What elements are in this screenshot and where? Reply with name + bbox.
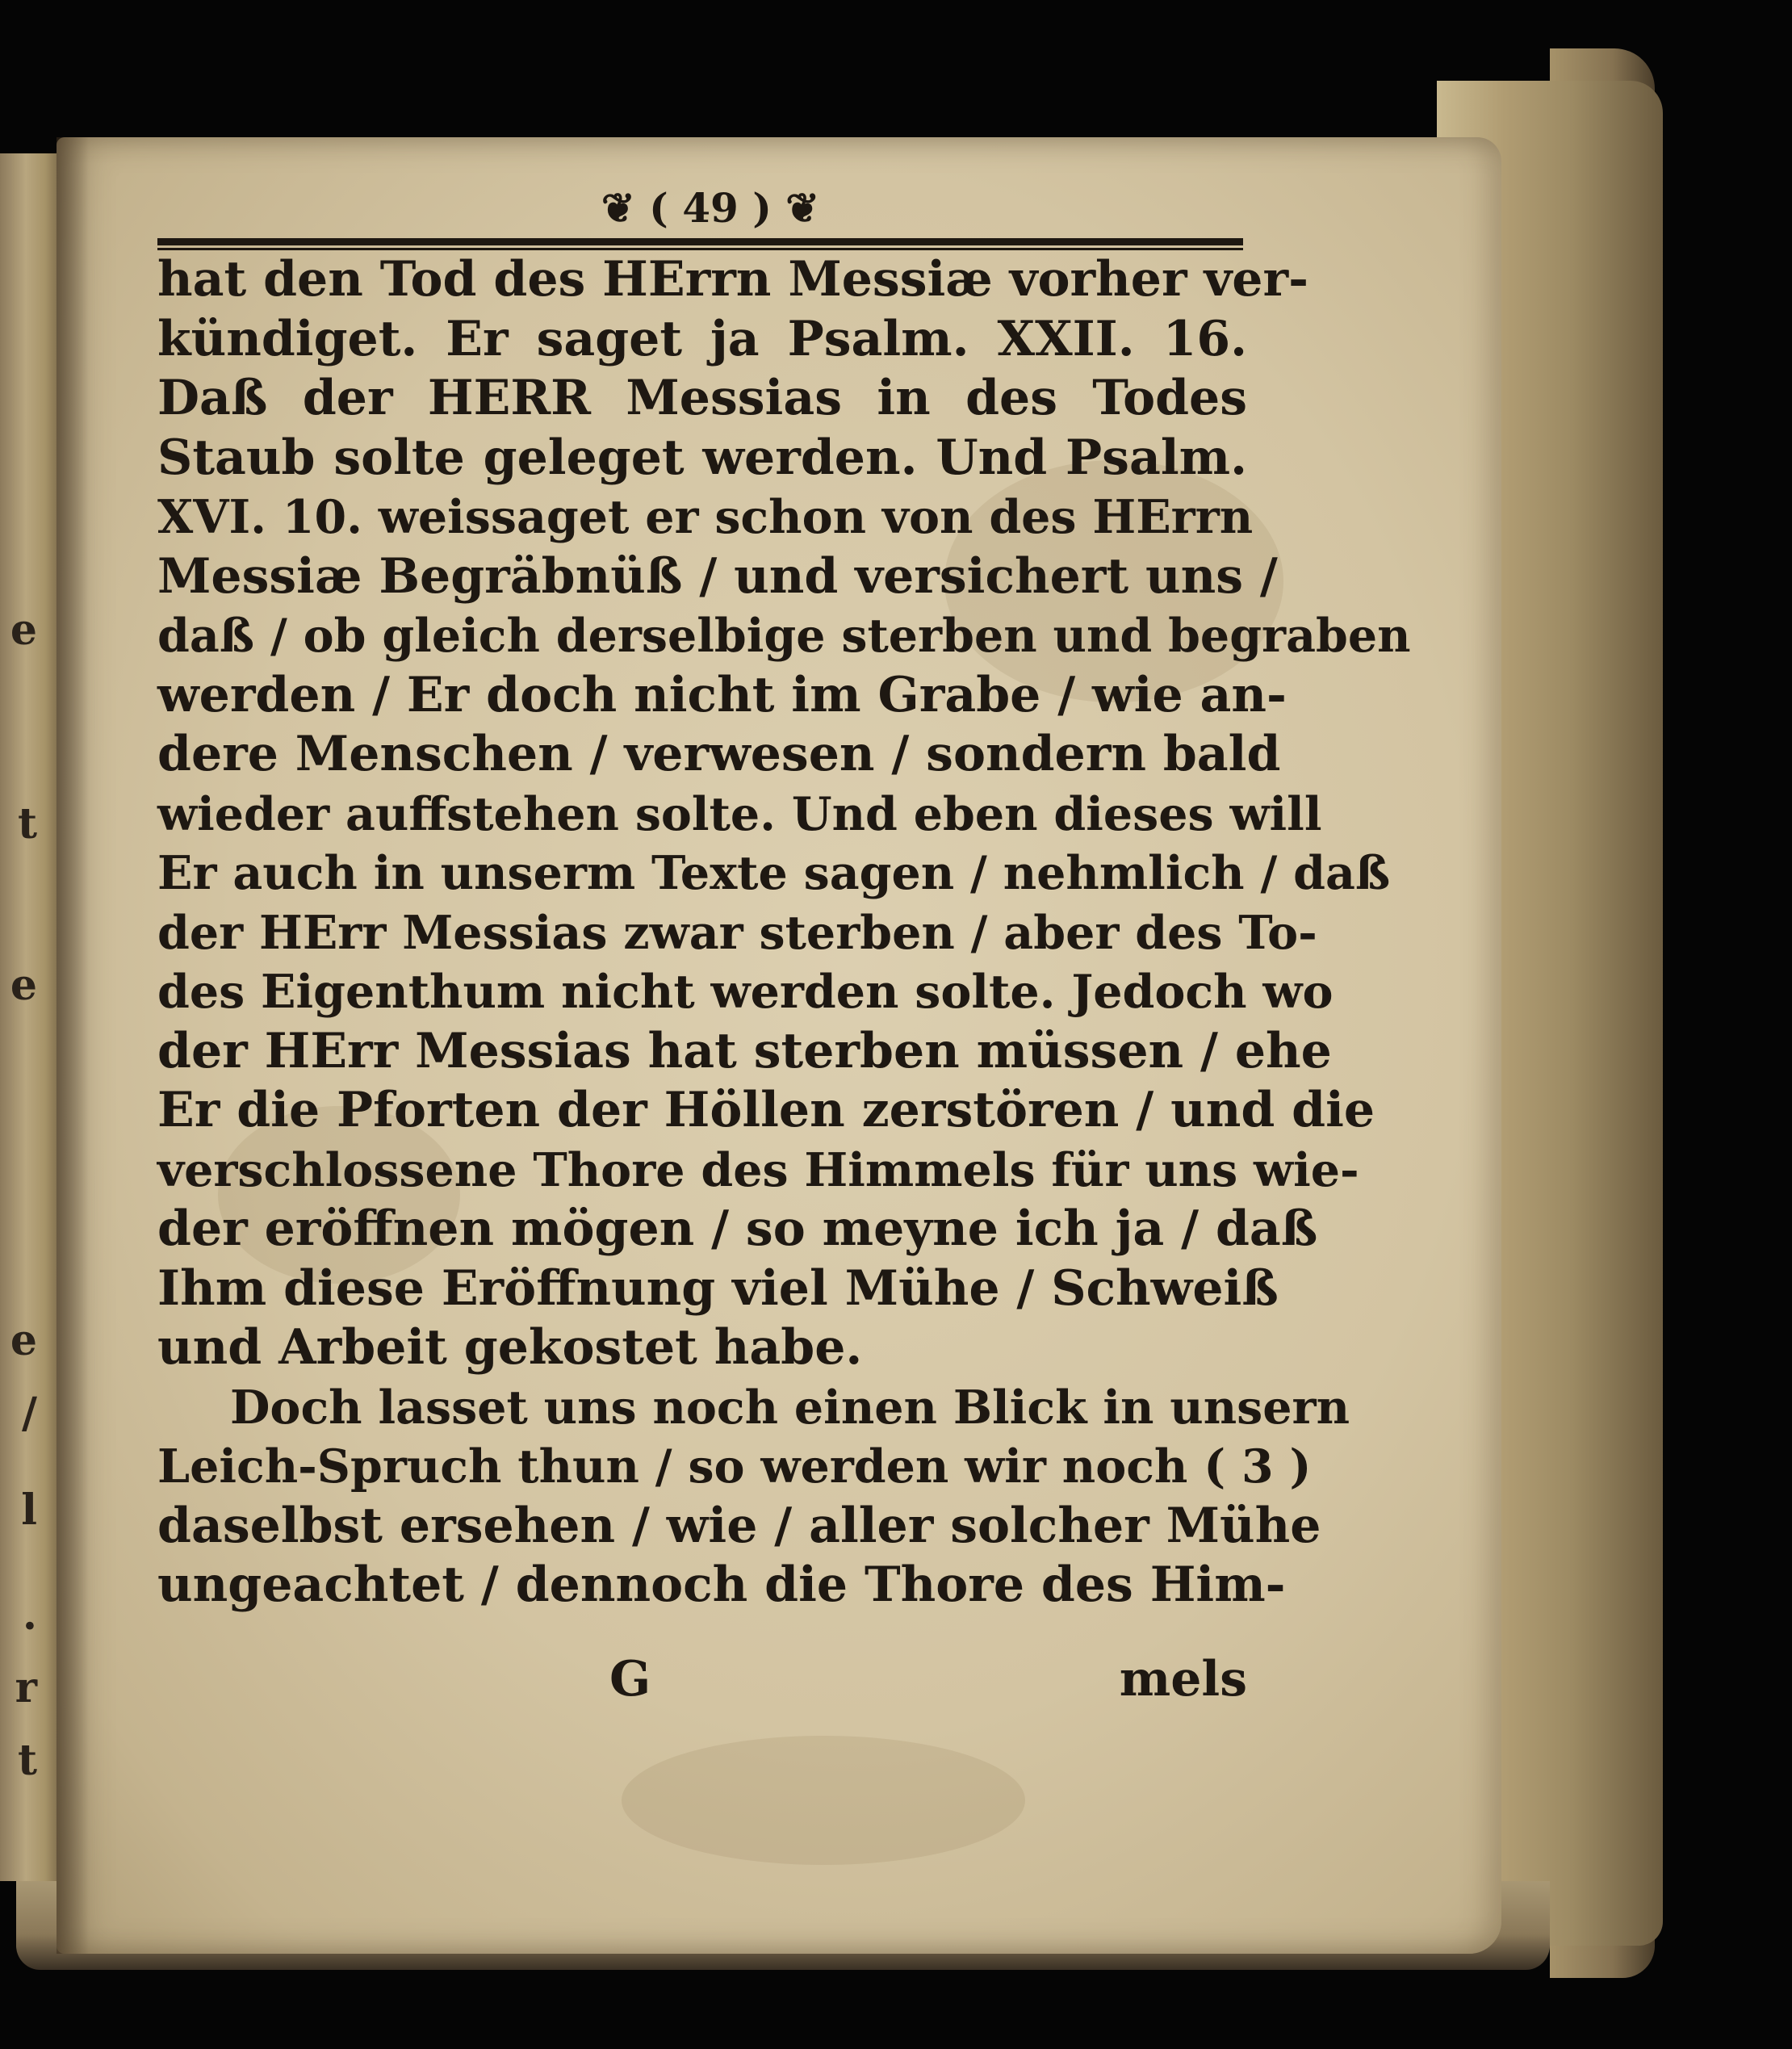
text-line: hat den Tod des HErrn Messiæ vorher ver- [157, 251, 1308, 308]
text-line: XVI. 10. weissaget er schon von des HErrn [157, 490, 1254, 544]
text-line: der eröffnen mögen / so meyne ich ja / daß [157, 1200, 1318, 1257]
left-page-edge [0, 153, 65, 1881]
header-rule [157, 238, 1243, 250]
text-line: daß / ob gleich derselbige sterben und begraben [157, 609, 1411, 663]
text-line: werden / Er doch nicht im Grabe / wie an- [157, 666, 1287, 723]
text-line: und Arbeit gekostet habe. [157, 1319, 863, 1376]
text-line: Er die Pforten der Höllen zerstören / und die [157, 1082, 1375, 1138]
left-page-fragment: e [10, 605, 37, 655]
text-line: wieder auffstehen solte. Und eben dieses will [157, 786, 1322, 841]
left-page-fragment: l [21, 1485, 37, 1535]
text-line: Messiæ Begräbnüß / und versichert uns / [157, 547, 1278, 605]
signature-mark: G [609, 1651, 651, 1708]
body-text [157, 250, 1411, 1615]
left-page-fragment: e [10, 961, 37, 1010]
text-line: kündiget. Er saget ja Psalm. XXII. 16. [157, 310, 1247, 367]
left-page-fragment: / [22, 1389, 37, 1438]
text-line: Staub solte geleget werden. Und Psalm. [157, 429, 1247, 486]
text-line: der HErr Messias zwar sterben / aber des To- [157, 905, 1317, 960]
catchword: mels [1119, 1651, 1247, 1708]
page-footer [157, 1647, 1247, 1712]
text-line: dere Menschen / verwesen / sondern bald [157, 726, 1281, 782]
page-gutter-shadow [57, 137, 89, 1954]
text-line: ungeachtet / dennoch die Thore des Him- [157, 1557, 1286, 1613]
text-line: daselbst ersehen / wie / aller solcher Mühe [157, 1497, 1321, 1554]
text-line: Ihm diese Eröffnung viel Mühe / Schweiß [157, 1259, 1279, 1317]
left-page-fragment: e [10, 1316, 37, 1365]
text-line: Daß der HERR Messias in des Todes [157, 370, 1247, 426]
text-line: Doch lasset uns noch einen Blick in unsern [230, 1380, 1350, 1435]
text-line: des Eigenthum nicht werden solte. Jedoch wo [157, 965, 1334, 1019]
left-page-fragment: r [15, 1663, 37, 1712]
text-line: Er auch in unserm Texte sagen / nehmlich / daß [157, 846, 1391, 900]
text-line: verschlossene Thore des Himmels für uns wie- [157, 1142, 1359, 1197]
text-line: der HErr Messias hat sterben müssen / ehe [157, 1022, 1332, 1079]
page-number-header: ❦ ( 49 ) ❦ [601, 184, 820, 232]
text-line: Leich-Spruch thun / so werden wir noch ( 3 ) [157, 1439, 1312, 1494]
left-page-fragment: t [17, 1736, 37, 1785]
left-page-fragment: . [22, 1590, 37, 1640]
left-page-fragment: t [17, 799, 37, 849]
